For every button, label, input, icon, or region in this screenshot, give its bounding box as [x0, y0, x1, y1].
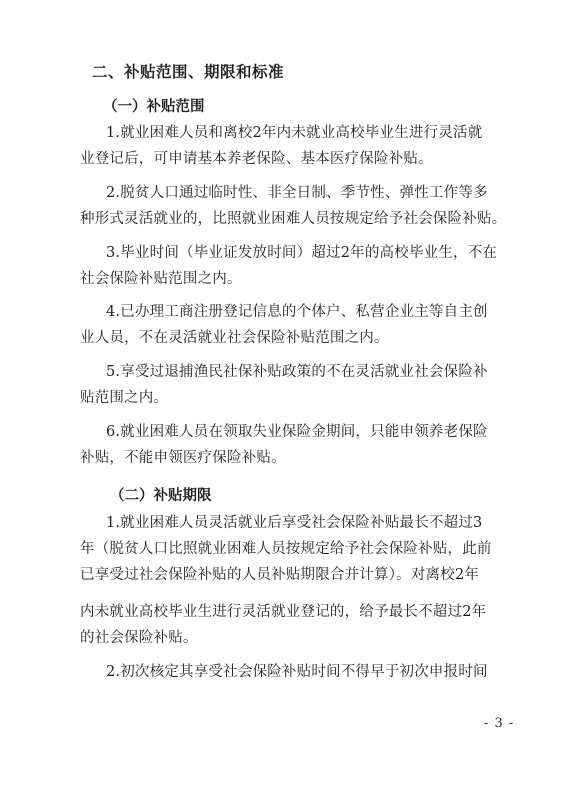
paragraph-line: 年（脱贫人口比照就业困难人员按规定给予社会保险补贴，此前	[80, 541, 492, 557]
paragraph-line: 内未就业高校毕业生进行灵活就业登记的，给予最长不超过2年	[80, 604, 487, 620]
paragraph-line: 业登记后，可申请基本养老保险、基本医疗保险补贴。	[80, 151, 433, 167]
paragraph-line: 3.毕业时间（毕业证发放时间）超过2年的高校毕业生，不在	[106, 245, 498, 261]
period-heading: （二）补贴期限	[110, 487, 212, 504]
paragraph-line: 4.已办理工商注册登记信息的个体户、私营企业主等自主创	[106, 304, 488, 320]
paragraph-line: 贴范围之内。	[80, 390, 169, 406]
section-title: 二、补贴范围、期限和标准	[92, 63, 285, 81]
paragraph-line: 2.初次核定其享受社会保险补贴时间不得早于初次申报时间	[106, 664, 488, 680]
paragraph-line: 1.就业困难人员灵活就业后享受社会保险补贴最长不超过3	[106, 515, 483, 531]
paragraph-line: 2.脱贫人口通过临时性、非全日制、季节性、弹性工作等多	[106, 185, 488, 201]
paragraph-line: 业人员，不在灵活就业社会保险补贴范围之内。	[80, 330, 389, 346]
paragraph-line: 补贴，不能申领医疗保险补贴。	[80, 450, 286, 466]
page-number: - 3 -	[484, 716, 515, 731]
paragraph-line: 的社会保险补贴。	[80, 630, 198, 646]
paragraph-line: 5.享受过退捕渔民社保补贴政策的不在灵活就业社会保险补	[106, 364, 488, 380]
paragraph-line: 种形式灵活就业的，比照就业困难人员按规定给予社会保险补贴。	[80, 211, 507, 227]
paragraph-line: 6.就业困难人员在领取失业保险金期间，只能申领养老保险	[106, 424, 488, 440]
paragraph-line: 已享受过社会保险补贴的人员补贴期限合并计算）。对离校2年	[80, 567, 480, 583]
paragraph-line: 社会保险补贴范围之内。	[80, 271, 242, 287]
paragraph-line: 1.就业困难人员和离校2年内未就业高校毕业生进行灵活就	[106, 125, 483, 141]
scope-heading: （一）补贴范围	[103, 98, 205, 115]
